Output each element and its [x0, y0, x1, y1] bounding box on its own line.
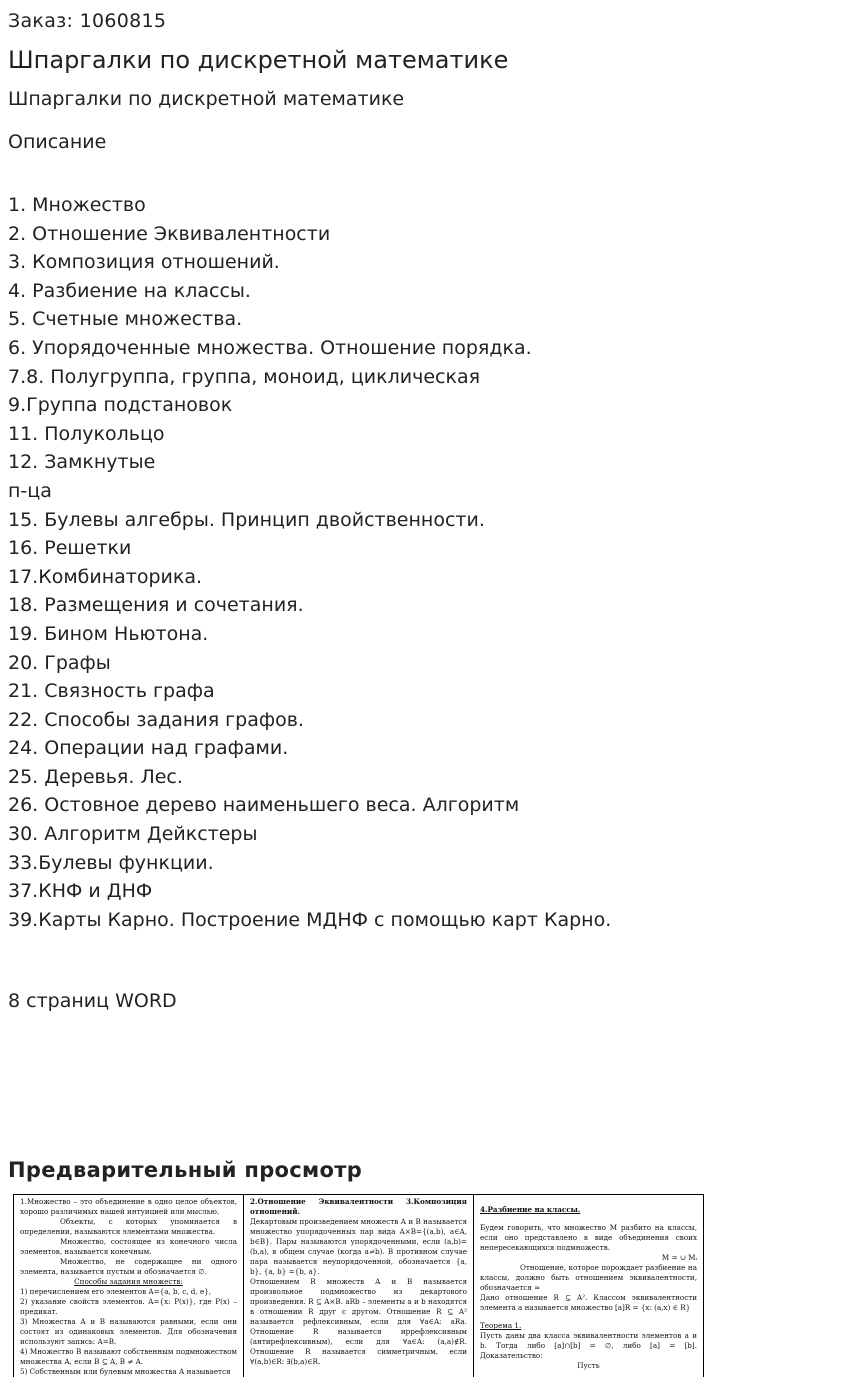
preview-spacer [480, 1197, 697, 1205]
topic-item: 20. Графы [8, 651, 111, 674]
order-number: Заказ: 1060815 [8, 10, 167, 32]
preview-text: Множество, не содержащее ни одного элемента, называется пустым и обозначается ∅. [20, 1257, 237, 1276]
topic-item: п-ца [8, 479, 52, 502]
preview-text: Дано отношение R ⊆ A². Классом эквивалентности элемента a называется множество [a]R = {x: (a,x) ∈ R} [480, 1293, 697, 1312]
page-title: Шпаргалки по дискретной математике [8, 46, 509, 74]
topic-item: 11. Полукольцо [8, 422, 165, 445]
preview-text: Пусть даны два класса эквивалентности элементов a и b. Тогда либо [a]∩[b] = ∅, либо [a] = [b]. Доказательство: [480, 1331, 697, 1360]
topic-item: 16. Решетки [8, 537, 132, 560]
preview-text: Множество, состоящее из конечного числа элементов, называется конечным. [20, 1237, 237, 1256]
document-preview [13, 1194, 704, 1377]
topic-item: 15. Булевы алгебры. Принцип двойственности. [8, 508, 485, 531]
preview-text: 5) Собственным или булевым множества А называется [20, 1367, 231, 1376]
topic-item: 2. Отношение Эквивалентности [8, 222, 331, 245]
topic-item: 37.КНФ и ДНФ [8, 880, 153, 903]
description-heading: Описание [8, 131, 107, 153]
preview-text: 4.Разбиение на классы. [480, 1205, 581, 1214]
topic-item: 21. Связность графа [8, 680, 215, 703]
topics-list [8, 191, 611, 934]
topic-item: 7.8. Полугруппа, группа, моноид, циклическая [8, 365, 481, 388]
topic-item: 12. Замкнутые [8, 451, 156, 474]
topic-item: 24. Операции над графами. [8, 737, 289, 760]
preview-text: Теорема 1. [480, 1321, 522, 1330]
preview-spacer [480, 1215, 697, 1223]
preview-text: 1.Множество – это объединение в одно целое объектов, хорошо различимых нашей интуицией или мыслью. [20, 1197, 237, 1216]
topic-item: 22. Способы задания графов. [8, 708, 304, 731]
topic-item: 5. Счетные множества. [8, 308, 243, 331]
preview-text: Отношением R множеств А и В называется произвольное подмножество из декартового произведения. R ⊆ A×B. aRb – элементы a и b находятся в отношении R друг с другом. Отношение R ⊆ A² называется рефлексивным, если для ∀a∈A: aRa. Отношение R называется иррефлексивным (антирефлексивным), если для ∀a∈A: (a,a)∉R. Отношение R называется симметричным, если ∀(a,b)∈R: ∃(b,a)∈R. [250, 1277, 467, 1366]
preview-column-3 [474, 1195, 703, 1377]
preview-text: 4) Множество В называют собственным подмножеством множества А, если B ⊆ A, B ≠ A. [20, 1347, 237, 1366]
topic-item: 6. Упорядоченные множества. Отношение порядка. [8, 336, 532, 359]
preview-text: Отношение, которое порождает разбиение на классы, должно быть отношением эквивалентности, обозначается ≈ [480, 1263, 697, 1292]
preview-text: Будем говорить, что множество М разбито на классы, если оно представлено в виде объединения своих непересекающихся подмножеств. [480, 1223, 697, 1252]
preview-text: 1) перечислением его элементов A={a, b, c, d, e}, [20, 1287, 212, 1296]
preview-text: 2.Отношение Эквивалентности 3.Композиция отношений. [250, 1197, 467, 1216]
page-subtitle: Шпаргалки по дискретной математике [8, 88, 405, 110]
preview-text: Объекты, с которых упоминается в определении, называются элементами множества. [20, 1217, 237, 1236]
preview-spacer [480, 1313, 697, 1321]
topic-item: 19. Бином Ньютона. [8, 622, 209, 645]
topic-item: 3. Композиция отношений. [8, 251, 280, 274]
topic-item: 26. Остовное дерево наименьшего веса. Алгоритм [8, 794, 520, 817]
topic-item: 25. Деревья. Лес. [8, 765, 183, 788]
topic-item: 39.Карты Карно. Построение МДНФ с помощью карт Карно. [8, 908, 612, 931]
preview-column-1 [14, 1195, 244, 1377]
preview-text: M = ∪ Mᵢ [661, 1253, 697, 1262]
preview-heading: Предварительный просмотр [8, 1158, 363, 1182]
preview-text: 3) Множества А и В называются равными, если они состоят из одинаковых элементов. Для обозначения используют запись: A=B. [20, 1317, 237, 1346]
preview-column-2 [244, 1195, 474, 1377]
preview-text: 2) указание свойств элементов. A={x: P(x)}, где P(x) – предикат. [20, 1297, 237, 1316]
topic-item: 33.Булевы функции. [8, 851, 214, 874]
topic-item: 1. Множество [8, 194, 146, 216]
topic-item: 18. Размещения и сочетания. [8, 594, 304, 617]
pages-count: 8 страниц WORD [8, 990, 177, 1012]
preview-text: Пусть [577, 1361, 600, 1370]
topic-item: 9.Группа подстановок [8, 394, 233, 417]
topic-item: 30. Алгоритм Дейкстеры [8, 823, 258, 846]
topic-item: 17.Комбинаторика. [8, 565, 203, 588]
topic-item: 4. Разбиение на классы. [8, 279, 251, 302]
preview-text: Декартовым произведением множеств А и В называется множество упорядоченных пар вида A×B={(a,b), a∈A, b∈B}. Пары называются упорядоченными, если (a,b)=(b,a), в общем случае (когда a≠b). В противном случае пара называется неупорядоченной, обозначается {a, b}, {a, b} ={b, a}. [250, 1217, 467, 1276]
preview-text: Способы задания множеств: [74, 1277, 183, 1286]
